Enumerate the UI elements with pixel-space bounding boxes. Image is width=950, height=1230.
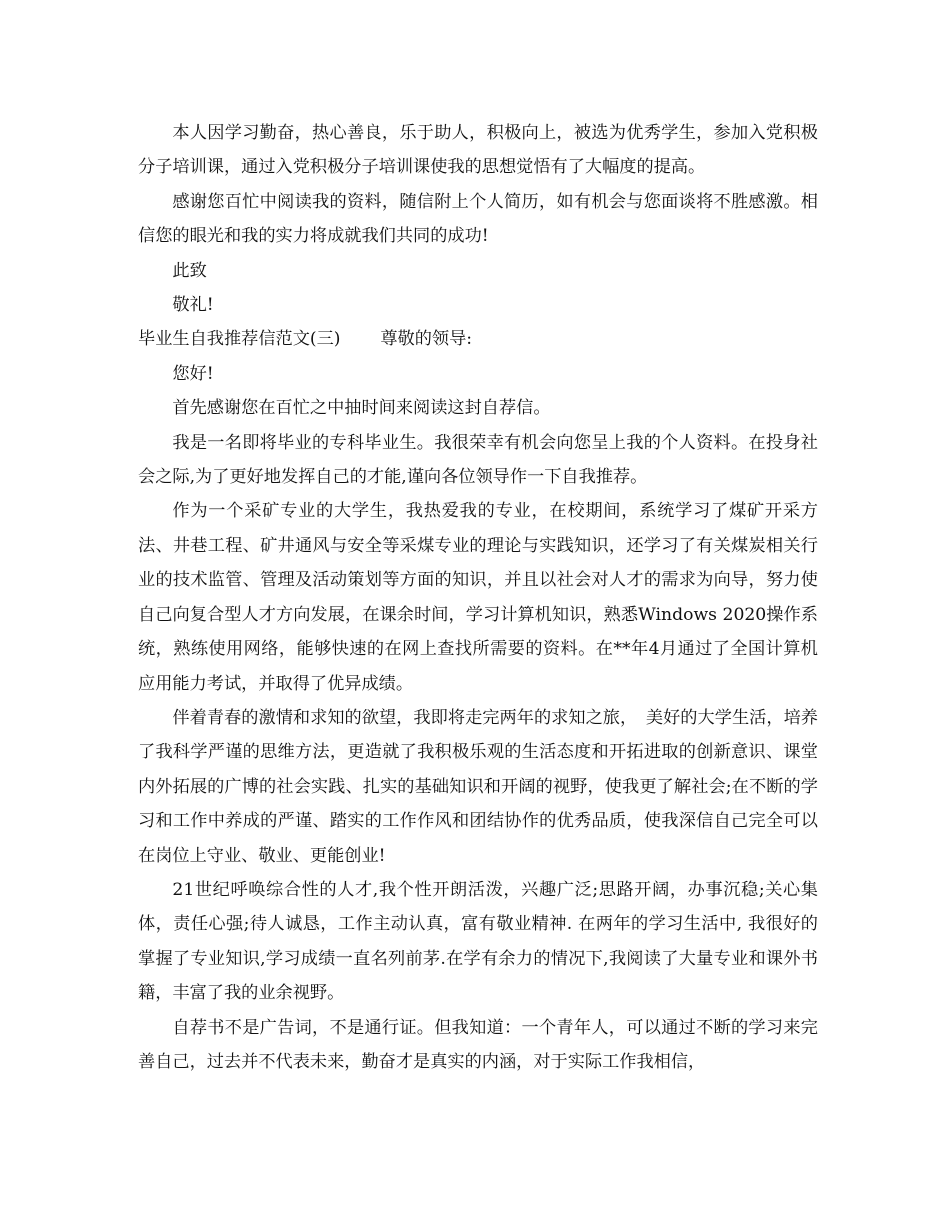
closing-cizhi: 此致 [172,260,207,281]
paragraph-opening-thanks: 首先感谢您在百忙之中抽时间来阅读这封自荐信。 [172,398,551,419]
paragraph-college-life: 伴着青春的激情和求知的欲望，我即将走完两年的求知之旅， 美好的大学生活，培养了我科学严谨的思维方法，更造就了我积极乐观的生活态度和开拓进取的创新意识、课堂内外拓展的广博的社会实践、扎实的基础知识和开阔的视野，使我更了解社会;在不断的学习和工作中养成的严谨、踏实的工作作风和团结协作的优秀品质，使我深信自己完全可以在岗位上守业、敬业、更能创业! [138,707,818,866]
paragraph-thanks: 感谢您百忙中阅读我的资料，随信附上个人简历，如有机会与您面谈将不胜感激。相信您的眼光和我的实力将成就我们共同的成功! [138,191,818,247]
document-body [138,116,818,1079]
greeting: 您好! [172,363,214,384]
paragraph-party-training: 本人因学习勤奋，热心善良，乐于助人，积极向上，被选为优秀学生，参加入党积极分子培训课，通过入党积极分子培训课使我的思想觉悟有了大幅度的提高。 [138,123,818,178]
paragraph-self-intro: 我是一名即将毕业的专科毕业生。我很荣幸有机会向您呈上我的个人资料。在投身社会之际,为了更好地发挥自己的才能,谨向各位领导作一下自我推荐。 [138,432,818,488]
closing-jingli: 敬礼! [172,295,214,316]
paragraph-personality: 21世纪呼唤综合性的人才,我个性开朗活泼，兴趣广泛;思路开阔，办事沉稳;关心集体，责任心强;待人诚恳，工作主动认真，富有敬业精神. 在两年的学习生活中, 我很好的掌握了专业知识,学习成绩一直名列前茅.在学有余力的情况下,我阅读了大量专业和课外书籍，丰富了我的业余视野。 [138,879,818,1004]
paragraph-recommendation: 自荐书不是广告词，不是通行证。但我知道：一个青年人，可以通过不断的学习来完善自己，过去并不代表未来，勤奋才是真实的内涵，对于实际工作我相信， [138,1017,818,1072]
paragraph-major-skills: 作为一个采矿专业的大学生，我热爱我的专业，在校期间，系统学习了煤矿开采方法、井巷工程、矿井通风与安全等采煤专业的理论与实践知识，还学习了有关煤炭相关行业的技术监管、管理及活动策划等方面的知识，并且以社会对人才的需求为向导，努力使自己向复合型人才方向发展，在课余时间，学习计算机知识，熟悉Windows 2020操作系统，熟练使用网络，能够快速的在网上查找所需要的资料。在**年4月通过了全国计算机应用能力考试，并取得了优异成绩。 [138,501,818,694]
section-title-letter-three: 毕业生自我推荐信范文(三) 尊敬的领导: [138,329,473,350]
